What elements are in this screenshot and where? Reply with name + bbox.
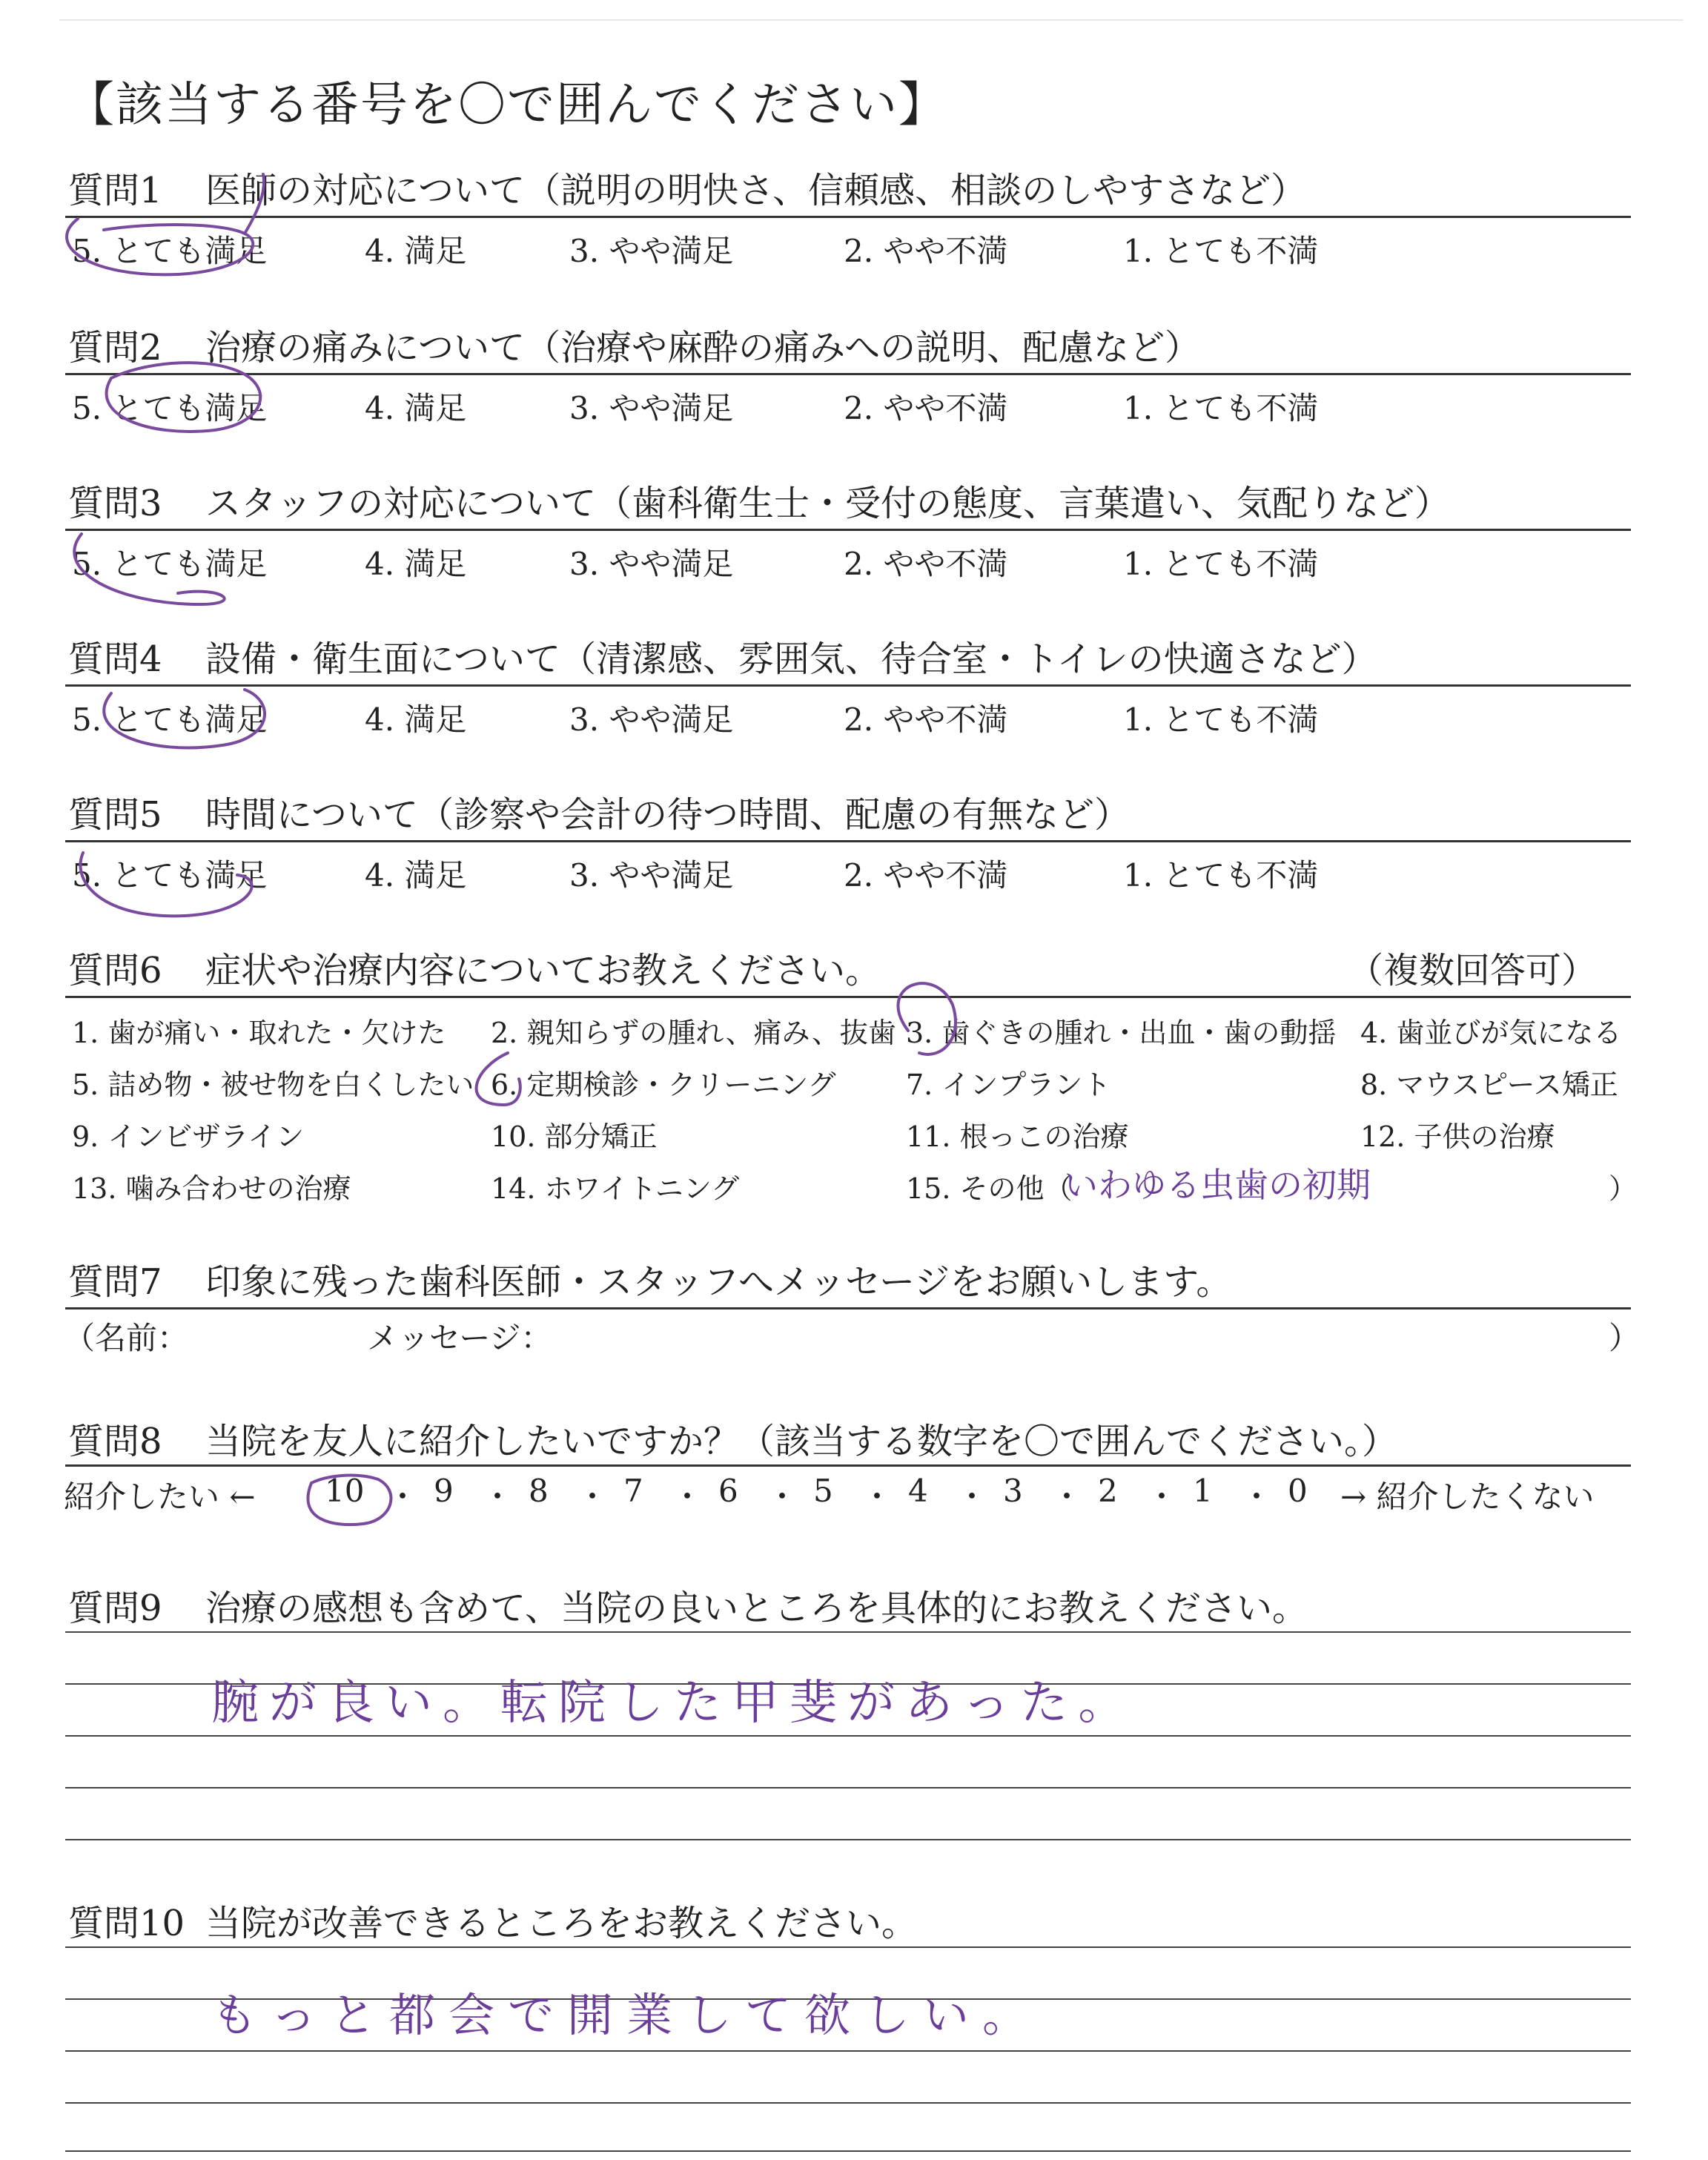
symptom-option-9[interactable]: 9. インビザライン	[72, 1120, 305, 1153]
rating-option-1[interactable]: 1. とても不満	[1123, 857, 1319, 894]
question-number: 質問9	[68, 1588, 162, 1629]
scale-dot: ・	[1051, 1479, 1083, 1515]
other-close-paren: ）	[1609, 1172, 1638, 1205]
question-text: 印象に残った歯科医師・スタッフへメッセージをお願いします。	[205, 1261, 1232, 1303]
answer-line	[65, 2150, 1631, 2152]
rating-option-1[interactable]: 1. とても不満	[1123, 701, 1319, 738]
question-text: 治療の感想も含めて、当院の良いところを具体的にお教えください。	[205, 1588, 1308, 1629]
answer-line	[65, 1946, 1631, 1948]
scale-0[interactable]: 0	[1288, 1473, 1308, 1509]
rating-options-q2	[0, 384, 1708, 429]
symptom-option-5[interactable]: 5. 詰め物・被せ物を白くしたい	[72, 1069, 474, 1101]
symptom-option-7[interactable]: 7. インプラント	[906, 1069, 1111, 1101]
rating-option-2[interactable]: 2. やや不満	[844, 390, 1008, 426]
rating-option-3[interactable]: 3. やや満足	[569, 233, 734, 269]
rating-option-2[interactable]: 2. やや不満	[844, 233, 1008, 269]
rating-option-2[interactable]: 2. やや不満	[844, 857, 1008, 894]
question-number: 質問10	[68, 1903, 185, 1944]
question-number: 質問6	[68, 950, 162, 991]
question-2	[68, 319, 1200, 370]
answer-line	[65, 1631, 1631, 1633]
answer-line	[65, 1839, 1631, 1840]
question-rule	[65, 373, 1631, 375]
scale-4[interactable]: 4	[908, 1473, 928, 1509]
scale-dot: ・	[1146, 1479, 1178, 1515]
symptom-option-4[interactable]: 4. 歯並びが気になる	[1360, 1017, 1622, 1049]
symptom-option-6[interactable]: 6. 定期検診・クリーニング	[491, 1069, 836, 1101]
symptom-option-2[interactable]: 2. 親知らずの腫れ、痛み、抜歯	[491, 1017, 896, 1049]
symptom-option-3[interactable]: 3. 歯ぐきの腫れ・出血・歯の動揺	[906, 1017, 1337, 1049]
rating-option-5[interactable]: 5. とても満足	[72, 701, 268, 738]
question-rule	[65, 996, 1631, 998]
recommend-right-label: → 紹介したくない	[1340, 1479, 1595, 1515]
rating-option-4[interactable]: 4. 満足	[365, 233, 467, 269]
question-number: 質問7	[68, 1261, 162, 1303]
rating-options-q5	[0, 851, 1708, 896]
question-text: 当院を友人に紹介したいですか？（該当する数字を〇で囲んでください。）	[205, 1421, 1398, 1462]
rating-option-5[interactable]: 5. とても満足	[72, 546, 268, 582]
question-5	[68, 786, 1130, 837]
page-title: 【該当する番号を〇で囲んでください】	[67, 78, 947, 133]
question-1	[68, 162, 1306, 213]
rating-option-1[interactable]: 1. とても不満	[1123, 390, 1319, 426]
question-rule	[65, 529, 1631, 531]
scale-dot: ・	[482, 1479, 514, 1515]
answer-line	[65, 2102, 1631, 2104]
rating-options-q4	[0, 696, 1708, 740]
question-rule	[65, 1307, 1631, 1309]
question-number: 質問4	[68, 638, 162, 680]
name-label: （名前：	[64, 1320, 189, 1356]
other-answer-handwriting[interactable]: いわゆる虫歯の初期	[1064, 1165, 1371, 1205]
scale-dot: ・	[387, 1479, 419, 1515]
symptom-option-10[interactable]: 10. 部分矯正	[491, 1120, 658, 1153]
question-text: スタッフの対応について（歯科衛生士・受付の態度、言葉遣い、気配りなど）	[205, 483, 1451, 524]
question-number: 質問1	[68, 170, 162, 211]
question-text: 症状や治療内容についてお教えください。	[205, 950, 881, 991]
answer-line	[65, 2050, 1631, 2052]
answer-line	[65, 1735, 1631, 1737]
symptom-option-14[interactable]: 14. ホワイトニング	[491, 1172, 740, 1205]
scale-dot: ・	[956, 1479, 988, 1515]
scale-5[interactable]: 5	[813, 1473, 833, 1509]
question-text: 医師の対応について（説明の明快さ、信頼感、相談のしやすさなど）	[205, 170, 1307, 211]
recommend-left-label: 紹介したい ←	[64, 1479, 256, 1515]
question-3	[68, 475, 1450, 526]
rating-option-1[interactable]: 1. とても不満	[1123, 233, 1319, 269]
rating-option-3[interactable]: 3. やや満足	[569, 546, 734, 582]
scale-dot: ・	[1241, 1479, 1273, 1515]
question-rule	[65, 684, 1631, 687]
multiple-answer-note: （複数回答可）	[1347, 950, 1597, 991]
question-text: 時間について（診察や会計の待つ時間、配慮の有無など）	[205, 794, 1131, 836]
question-number: 質問8	[68, 1421, 162, 1462]
rating-option-4[interactable]: 4. 満足	[365, 857, 467, 894]
symptom-option-11[interactable]: 11. 根っこの治療	[906, 1120, 1129, 1153]
scale-dot: ・	[577, 1479, 609, 1515]
question-text: 当院が改善できるところをお教えください。	[205, 1903, 918, 1944]
rating-option-5[interactable]: 5. とても満足	[72, 233, 268, 269]
rating-option-3[interactable]: 3. やや満足	[569, 701, 734, 738]
message-label: メッセージ：	[367, 1320, 552, 1356]
question-number: 質問5	[68, 794, 162, 836]
rating-options-q3	[0, 540, 1708, 584]
question-rule	[65, 216, 1631, 218]
rating-option-2[interactable]: 2. やや不満	[844, 701, 1008, 738]
rating-option-4[interactable]: 4. 満足	[365, 546, 467, 582]
top-border	[59, 19, 1683, 21]
scale-dot: ・	[672, 1479, 704, 1515]
scale-dot: ・	[767, 1479, 798, 1515]
answer-line	[65, 1787, 1631, 1789]
question-7	[68, 1253, 1231, 1304]
scale-dot: ・	[861, 1479, 893, 1515]
symptom-option-12[interactable]: 12. 子供の治療	[1360, 1120, 1555, 1153]
symptom-option-8[interactable]: 8. マウスピース矯正	[1360, 1069, 1618, 1101]
message-close-paren: ）	[1609, 1320, 1641, 1356]
question-number: 質問2	[68, 327, 162, 369]
rating-option-3[interactable]: 3. やや満足	[569, 390, 734, 426]
scale-3[interactable]: 3	[1003, 1473, 1023, 1509]
q9-answer-handwriting[interactable]: 腕が良い。転院した甲斐があった。	[211, 1676, 1136, 1731]
q10-answer-handwriting[interactable]: もっと都会で開業して欲しい。	[211, 1988, 1042, 2042]
question-rule	[65, 840, 1631, 842]
question-text: 設備・衛生面について（清潔感、雰囲気、待合室・トイレの快適さなど）	[205, 638, 1377, 680]
question-text: 治療の痛みについて（治療や麻酔の痛みへの説明、配慮など）	[205, 327, 1201, 369]
rating-option-2[interactable]: 2. やや不満	[844, 546, 1008, 582]
scale-10[interactable]: 10	[325, 1473, 365, 1509]
symptom-option-15[interactable]: 15. その他（	[906, 1172, 1073, 1205]
question-4	[68, 630, 1377, 681]
rating-option-1[interactable]: 1. とても不満	[1123, 546, 1319, 582]
rating-option-5[interactable]: 5. とても満足	[72, 857, 268, 894]
question-6	[68, 942, 881, 993]
scale-2[interactable]: 2	[1098, 1473, 1118, 1509]
scale-9[interactable]: 9	[434, 1473, 454, 1509]
symptom-option-1[interactable]: 1. 歯が痛い・取れた・欠けた	[72, 1017, 446, 1049]
question-number: 質問3	[68, 483, 162, 524]
scale-7[interactable]: 7	[623, 1473, 643, 1509]
question-10	[68, 1895, 917, 1946]
question-9	[68, 1579, 1308, 1631]
question-rule	[65, 1464, 1631, 1467]
rating-options-q1	[0, 227, 1708, 271]
rating-option-4[interactable]: 4. 満足	[365, 390, 467, 426]
rating-option-3[interactable]: 3. やや満足	[569, 857, 734, 894]
scale-6[interactable]: 6	[718, 1473, 738, 1509]
symptom-option-13[interactable]: 13. 噛み合わせの治療	[72, 1172, 351, 1205]
question-8	[68, 1413, 1397, 1464]
rating-option-4[interactable]: 4. 満足	[365, 701, 467, 738]
scale-8[interactable]: 8	[529, 1473, 549, 1509]
scale-1[interactable]: 1	[1193, 1473, 1213, 1509]
rating-option-5[interactable]: 5. とても満足	[72, 390, 268, 426]
